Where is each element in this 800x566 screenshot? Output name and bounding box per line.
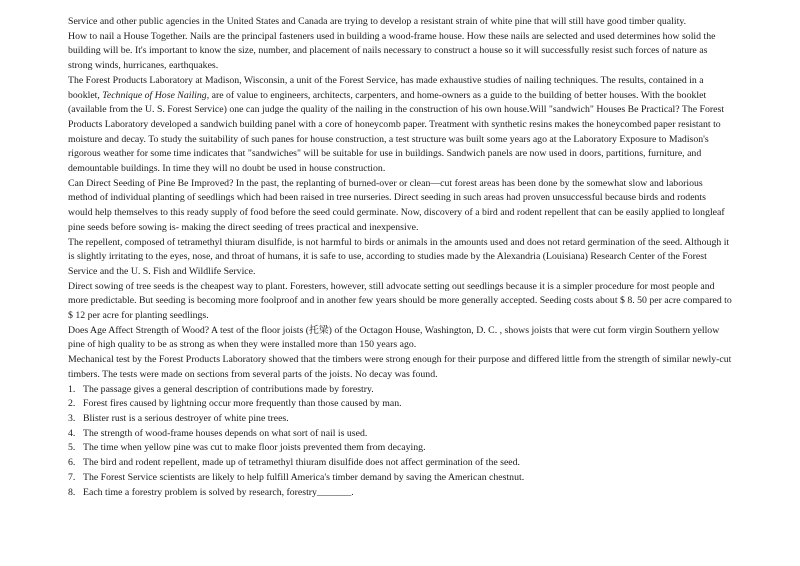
question-text: The strength of wood-frame houses depends on what sort of nail is used. <box>83 427 368 439</box>
paragraph-text-after: , are of value to engineers, architects, carpenters, and home-owners as a guide to the building of better houses. With the booklet (available from the U. S. Forest Service) one can judge the quality of the nailing in the construction of his own house.Will "sandwich" Houses Be Practical? The Forest Products Laboratory developed a sandwich building panel with a core of honeycomb paper. Treatment with synthetic resins makes the honeycombed paper resistant to moisture and decay. To study the suitability of such panes for house construction, a test structure was built some years ago at the Laboratory Exposure to Madison's rigorous weather for some time indicates that "sandwiches" will be suitable for use in buildings. Sandwich panels are now used in doors, partitions, furniture, and demountable buildings. In time they will no doubt be used in house construction. <box>68 89 725 175</box>
question-item <box>68 397 732 412</box>
paragraph-age-wood: Does Age Affect Strength of Wood? A test of the floor joists (托梁) of the Octagon House, Washington, D. C. , shows joists that were cut form virgin Southern yellow pine of high quality to be as strong as when they were installed more than 150 years ago. <box>68 324 720 351</box>
question-text: The passage gives a general description of contributions made by forestry. <box>83 383 374 395</box>
question-item <box>68 486 732 501</box>
paragraph-direct-seeding: Can Direct Seeding of Pine Be Improved? In the past, the replanting of burned-over or clean—cut forest areas has been done by the somewhat slow and laborious method of individual planting of seedlings which had been raised in tree nurseries. Direct seeding in such areas had proven unsuccessful because birds and rodents would help themselves to this ready supply of food before the seed could germinate. Now, discovery of a bird and rodent repellent that can be easily applied to longleaf pine seeds before sowing is- making the direct seeding of trees practical and inexpensive. <box>68 177 725 233</box>
question-item <box>68 456 732 471</box>
question-item <box>68 471 732 486</box>
booklet-title: Technique of Hose Nailing <box>102 89 207 101</box>
paragraph-nail-house: How to nail a House Together. Nails are the principal fasteners used in building a wood-frame house. How these nails are selected and used determines how solid the building will be. It's important to know the size, number, and placement of nails necessary to construct a house so it will successfully resist such forces of nature as strong winds, hurricanes, earthquakes. <box>68 30 716 72</box>
paragraph-forest-products-lab <box>68 74 732 177</box>
question-item <box>68 441 732 456</box>
question-text: The time when yellow pine was cut to make floor joists prevented them from decaying. <box>83 442 426 454</box>
question-text: Blister rust is a serious destroyer of white pine trees. <box>83 412 289 424</box>
question-number: 8. <box>68 486 76 498</box>
paragraph-white-pine: Service and other public agencies in the United States and Canada are trying to develop a resistant strain of white pine that will still have good timber quality. <box>68 16 687 27</box>
question-number: 2. <box>68 398 76 410</box>
question-number: 6. <box>68 457 76 469</box>
question-list <box>68 383 732 501</box>
question-item <box>68 427 732 442</box>
question-number: 1. <box>68 383 76 395</box>
document-body <box>68 15 732 500</box>
question-text: Each time a forestry problem is solved by research, forestry_______. <box>83 486 354 498</box>
paragraph-direct-sowing: Direct sowing of tree seeds is the cheapest way to plant. Foresters, however, still advocate setting out seedlings because it is a simpler procedure for most people and more predictable. But seeding is becoming more foolproof and in another few years should be more generally accepted. Seeding costs about $ 8. 50 per acre compared to $ 12 per acre for planting seedlings. <box>68 280 732 322</box>
question-number: 5. <box>68 442 76 454</box>
paragraph-mechanical-test: Mechanical test by the Forest Products Laboratory showed that the timbers were strong enough for their purpose and differed little from the strength of similar newly-cut timbers. The tests were made on sections from several parts of the joists. No decay was found. <box>68 354 732 380</box>
question-text: The bird and rodent repellent, made up of tetramethyl thiuram disulfide does not affect germination of the seed. <box>83 457 520 469</box>
paragraph-repellent: The repellent, composed of tetramethyl thiuram disulfide, is not harmful to birds or animals in the amounts used and does not retard germination of the seed. Although it is slightly irritating to the eyes, nose, and throat of humans, it is safe to use, according to studies made by the Alexandria (Louisiana) Research Center of the Forest Service and the U. S. Fish and Wildlife Service. <box>68 236 730 277</box>
paragraph-text-before: The Forest Products Laboratory at Madison, Wisconsin, a unit of the Forest Service, has made exhaustive studies of nailing techniques. The results, contained in a booklet, <box>68 74 704 101</box>
question-item <box>68 383 732 398</box>
question-text: The Forest Service scientists are likely to help fulfill America's timber demand by saving the American chestnut. <box>83 471 525 483</box>
question-number: 4. <box>68 427 76 439</box>
question-text: Forest fires caused by lightning occur more frequently than those caused by man. <box>83 398 402 410</box>
question-item <box>68 412 732 427</box>
question-number: 3. <box>68 412 76 424</box>
question-number: 7. <box>68 471 76 483</box>
